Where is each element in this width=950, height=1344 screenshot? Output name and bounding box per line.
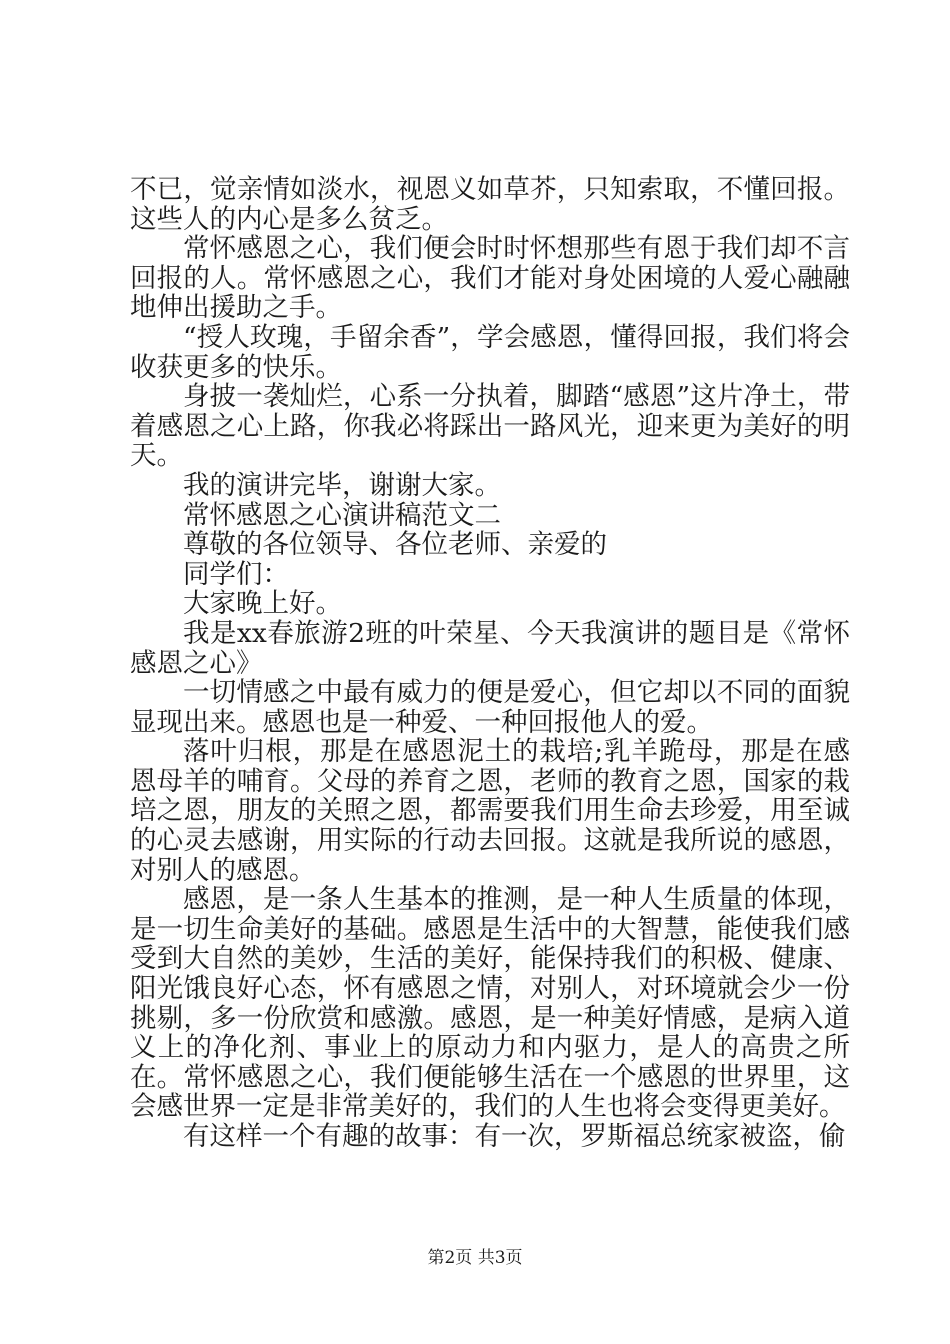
paragraph-love: 一切情感之中最有威力的便是爱心，但它却以不同的面貌显现出来。感恩也是一种爱、一种回报他人的爱。	[130, 677, 850, 738]
page-footer: 第2页 共3页	[427, 1248, 523, 1268]
paragraph-intro: 我是xx春旅游2班的叶荣星、今天我演讲的题目是《常怀感恩之心》	[130, 617, 850, 679]
paragraph-gratitude: 感恩，是一条人生基本的推测，是一种人生质量的体现，是一切生命美好的基础。感恩是生活中的大智慧，能使我们感受到大自然的美妙，生活的美好，能保持我们的积极、健康、阳光饿良好心态，怀有感恩之情，对别人，对环境就会少一份挑剔，多一份欣赏和感激。感恩，是一种美好情感，是病入道义上的净化剂、事业上的原动力和内驱力，是人的高贵之所在。常怀感恩之心，我们便能够生活在一个感恩的世界里，这会感世界一定是非常美好的，我们的人生也将会变得更美好。	[130, 884, 850, 1123]
paragraph-2: 常怀感恩之心，我们便会时时怀想那些有恩于我们却不言回报的人。常怀感恩之心，我们才能对身处困境的人爱心融融地伸出援助之手。	[130, 233, 850, 324]
document-body	[130, 175, 850, 1152]
section-title: 常怀感恩之心演讲稿范文二	[183, 499, 501, 531]
paragraph-1: 不已，觉亲情如淡水，视恩义如草芥，只知索取，不懂回报。这些人的内心是多么贫乏。	[130, 174, 850, 235]
paragraph-roots: 落叶归根，那是在感恩泥土的栽培;乳羊跪母，那是在感恩母羊的哺育。父母的养育之恩，老师的教育之恩，国家的栽培之恩，朋友的关照之恩，都需要我们用生命去珍爱，用至诚的心灵去感谢，用实际的行动去回报。这就是我所说的感恩，对别人的感恩。	[130, 736, 850, 886]
paragraph-3: “授人玫瑰，手留余香”，学会感恩，懂得回报，我们将会收获更多的快乐。	[130, 321, 850, 383]
salutation-line-2: 同学们：	[183, 558, 289, 590]
greeting: 大家晚上好。	[183, 588, 342, 620]
paragraph-5: 我的演讲完毕，谢谢大家。	[183, 469, 501, 501]
salutation-line-1: 尊敬的各位领导、各位老师、亲爱的	[183, 529, 607, 561]
paragraph-story: 有这样一个有趣的故事：有一次，罗斯福总统家被盗，偷	[183, 1121, 846, 1152]
paragraph-4: 身披一袭灿烂，心系一分执着，脚踏“感恩”这片净土，带着感恩之心上路，你我必将踩出一路风光，迎来更为美好的明天。	[130, 381, 850, 472]
